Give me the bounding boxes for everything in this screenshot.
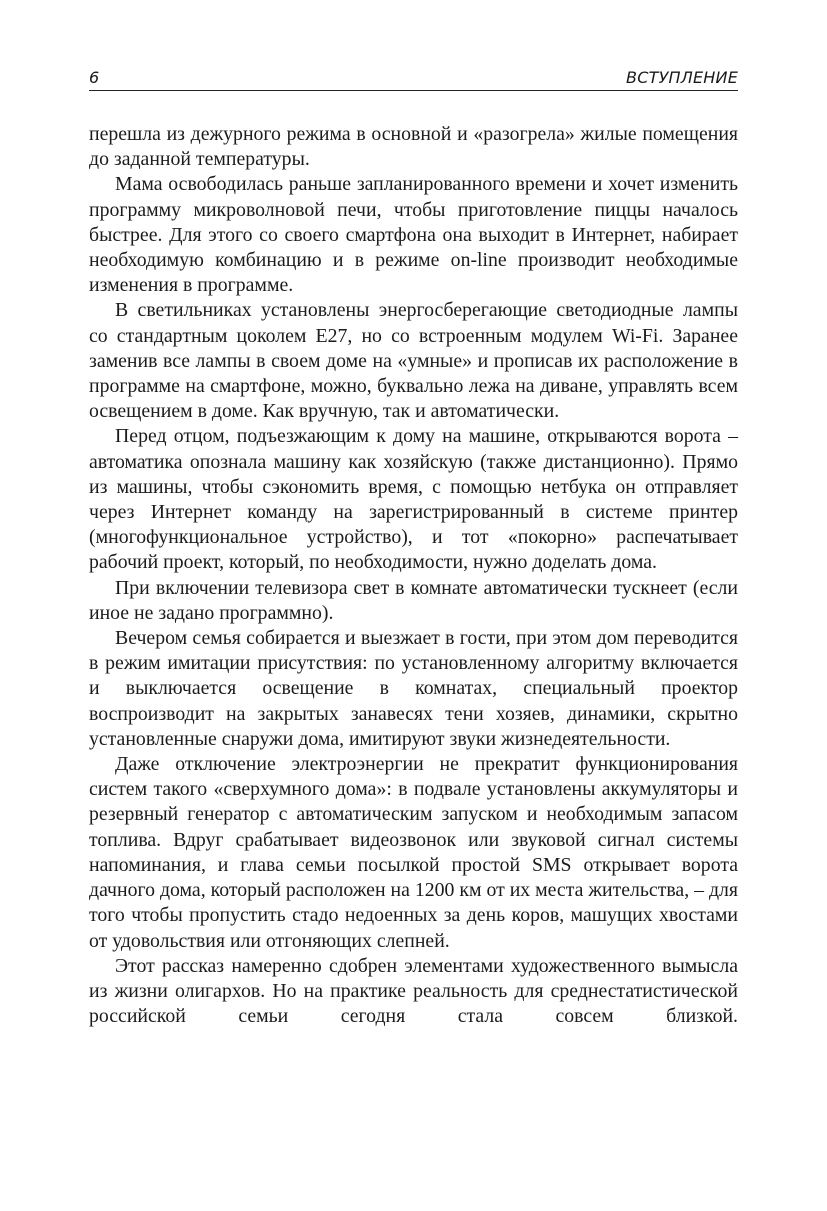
- section-title: ВСТУПЛЕНИЕ: [626, 68, 738, 87]
- body-text: [89, 122, 738, 1029]
- paragraph: Мама освободилась раньше запланированного времени и хочет изменить программу микроволновой печи, чтобы приготовление пиццы началось быстрее. Для этого со своего смартфона она выходит в Интернет, набирает необходимую комбинацию и в режиме on-line производит необходимые изменения в программе.: [89, 173, 738, 297]
- paragraph: перешла из дежурного режима в основной и «разогрела» жилые помещения до заданной температуры.: [89, 123, 738, 171]
- paragraph: При включении телевизора свет в комнате автоматически тускнеет (если иное не задано программно).: [89, 576, 738, 624]
- paragraph: В светильниках установлены энергосберегающие светодиодные лампы со стандартным цоколем Е27, но со встроенным модулем Wi-Fi. Заранее заменив все лампы в своем доме на «умные» и прописав их расположение в программе на смартфоне, можно, буквально лежа на диване, управлять всем освещением в доме. Как вручную, так и автоматически.: [89, 299, 738, 423]
- paragraph: Вечером семья собирается и выезжает в гости, при этом дом переводится в режим имитации присутствия: по установленному алгоритму включается и выключается освещение в комнатах, специальный проектор воспроизводит на закрытых занавесях тени хозяев, динамики, скрытно установленные снаружи дома, имитируют звуки жизнедеятельности.: [89, 627, 738, 750]
- paragraph: Даже отключение электроэнергии не прекратит функционирования систем такого «сверхумного дома»: в подвале установлены аккумуляторы и резервный генератор с автоматическим запуском и необходимым запасом топлива. Вдруг срабатывает видеозвонок или звуковой сигнал системы напоминания, и глава семьи посылкой простой SMS открывает ворота дачного дома, который расположен на 1200 км от их места жительства, – для того чтобы пропустить стадо недоенных за день коров, машущих хвостами от удовольствия или отгоняющих слепней.: [89, 753, 738, 952]
- paragraph: Этот рассказ намеренно сдобрен элементами художественного вымысла из жизни олигархов. Но на практике реальность для среднестатистической российской семьи сегодня стала совсем близкой.: [89, 954, 738, 1028]
- page-number: 6: [89, 68, 100, 87]
- running-header: [89, 68, 738, 91]
- paragraph: Перед отцом, подъезжающим к дому на машине, открываются ворота – автоматика опознала машину как хозяйскую (также дистанционно). Прямо из машины, чтобы сэкономить время, с помощью нетбука он отправляет через Интернет команду на зарегистрированный в системе принтер (многофункциональное устройство), и тот «покорно» распечатывает рабочий проект, который, по необходимости, нужно доделать дома.: [89, 425, 738, 574]
